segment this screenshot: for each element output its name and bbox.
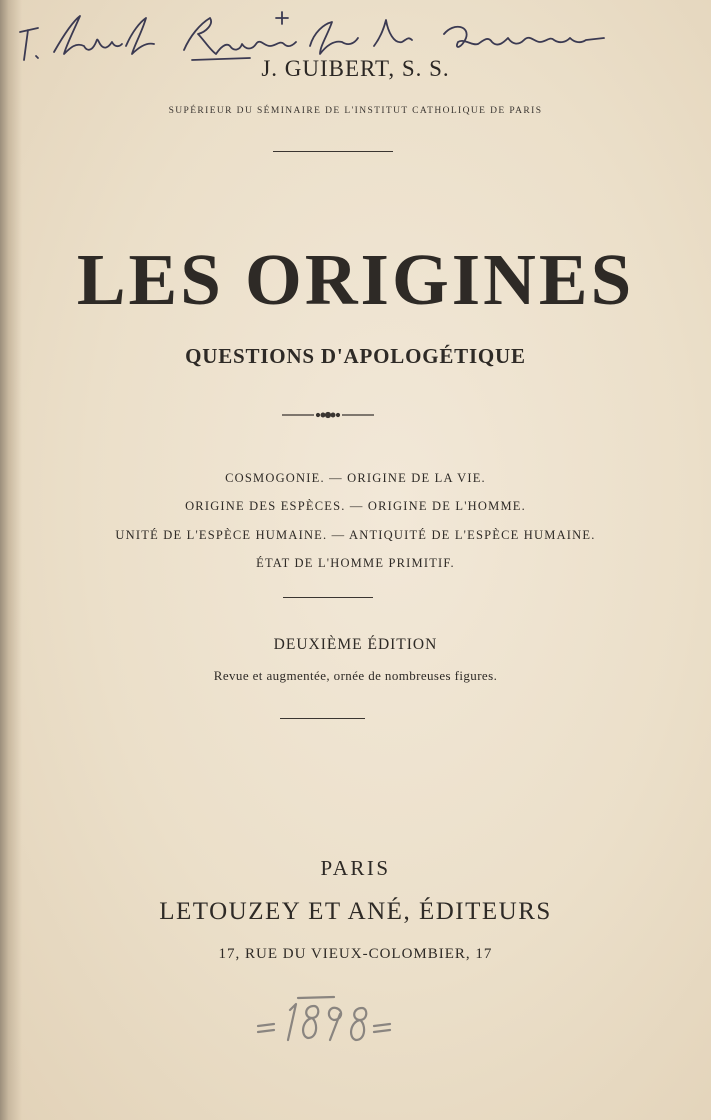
handwritten-year (250, 992, 400, 1048)
divider-rule (283, 597, 373, 598)
author-name: J. GUIBERT, S. S. (261, 56, 450, 81)
divider-rule (273, 151, 393, 152)
book-title: LES ORIGINES (76, 239, 635, 320)
edition-label: DEUXIÈME ÉDITION (273, 636, 438, 653)
author-affiliation: SUPÉRIEUR DU SÉMINAIRE DE L'INSTITUT CATHOLIQUE DE PARIS (168, 106, 543, 116)
topic-line: ÉTAT DE L'HOMME PRIMITIF. (256, 556, 455, 570)
topic-line: ORIGINE DES ESPÈCES. — ORIGINE DE L'HOMME. (185, 499, 526, 513)
publisher-address: 17, RUE DU VIEUX-COLOMBIER, 17 (218, 946, 493, 962)
edition-note: Revue et augmentée, ornée de nombreuses figures. (213, 668, 498, 683)
ornament-divider (280, 407, 376, 423)
publisher-name: LETOUZEY ET ANÉ, ÉDITEURS (159, 898, 552, 925)
topic-line: COSMOGONIE. — ORIGINE DE LA VIE. (225, 471, 486, 485)
divider-rule (280, 718, 365, 719)
book-subtitle: QUESTIONS D'APOLOGÉTIQUE (185, 344, 526, 368)
topic-line: UNITÉ DE L'ESPÈCE HUMAINE. — ANTIQUITÉ DE L'ESPÈCE HUMAINE. (115, 528, 596, 542)
publication-city: PARIS (320, 856, 391, 880)
